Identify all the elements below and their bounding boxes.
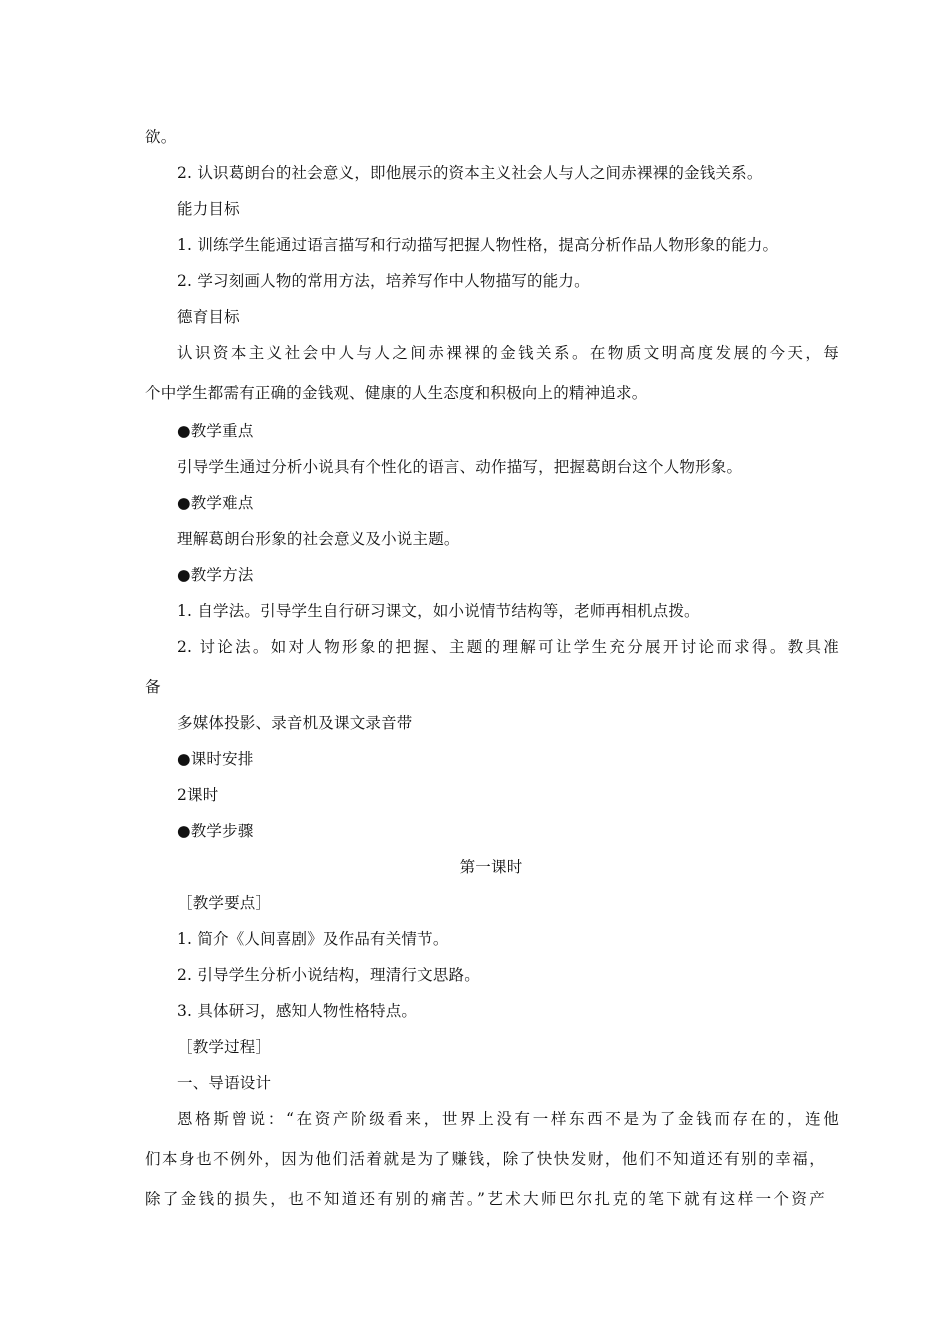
section-heading: ●教学难点	[177, 494, 254, 512]
text-line: 1. 简介《人间喜剧》及作品有关情节。	[177, 930, 449, 948]
text-line: 1. 训练学生能通过语言描写和行动描写把握人物性格，提高分析作品人物形象的能力。	[177, 236, 779, 254]
text-line: 1. 自学法。引导学生自行研习课文，如小说情节结构等，老师再相机点拨。	[177, 602, 700, 620]
text-line: 2. 讨论法。如对人物形象的把握、主题的理解可让学生充分展开讨论而求得。教具准	[177, 638, 839, 656]
section-heading: ［教学过程］	[177, 1038, 272, 1056]
lesson-title: 第一课时	[459, 858, 523, 876]
text-line: 欲。	[145, 128, 177, 146]
section-heading: 能力目标	[177, 200, 240, 218]
text-line: 恩格斯曾说：“在资产阶级看来，世界上没有一样东西不是为了金钱而存在的，连他	[177, 1110, 839, 1128]
section-heading: ●课时安排	[177, 750, 254, 768]
text-line: 除了金钱的损失，也不知道还有别的痛苦。”艺术大师巴尔扎克的笔下就有这样一个资产	[145, 1190, 825, 1208]
section-heading: ［教学要点］	[177, 894, 272, 912]
text-line: 2课时	[177, 786, 219, 804]
text-line: 2. 认识葛朗台的社会意义，即他展示的资本主义社会人与人之间赤裸裸的金钱关系。	[177, 164, 763, 182]
section-heading: ●教学重点	[177, 422, 254, 440]
text-line: 2. 学习刻画人物的常用方法，培养写作中人物描写的能力。	[177, 272, 590, 290]
text-line: 引导学生通过分析小说具有个性化的语言、动作描写，把握葛朗台这个人物形象。	[177, 458, 743, 476]
text-line: 3. 具体研习，感知人物性格特点。	[177, 1002, 418, 1020]
section-heading: ●教学步骤	[177, 822, 254, 840]
text-line: 个中学生都需有正确的金钱观、健康的人生态度和积极向上的精神追求。	[145, 384, 648, 402]
text-line: 2. 引导学生分析小说结构，理清行文思路。	[177, 966, 480, 984]
text-line: 认识资本主义社会中人与人之间赤裸裸的金钱关系。在物质文明高度发展的今天，每	[177, 344, 839, 362]
text-line: 多媒体投影、录音机及课文录音带	[177, 714, 413, 732]
text-line: 备	[145, 678, 161, 696]
section-heading: ●教学方法	[177, 566, 254, 584]
text-line: 们本身也不例外，因为他们活着就是为了赚钱，除了快快发财，他们不知道还有别的幸福，	[145, 1150, 825, 1168]
section-heading: 一、导语设计	[177, 1074, 272, 1092]
section-heading: 德育目标	[177, 308, 240, 326]
text-line: 理解葛朗台形象的社会意义及小说主题。	[177, 530, 460, 548]
